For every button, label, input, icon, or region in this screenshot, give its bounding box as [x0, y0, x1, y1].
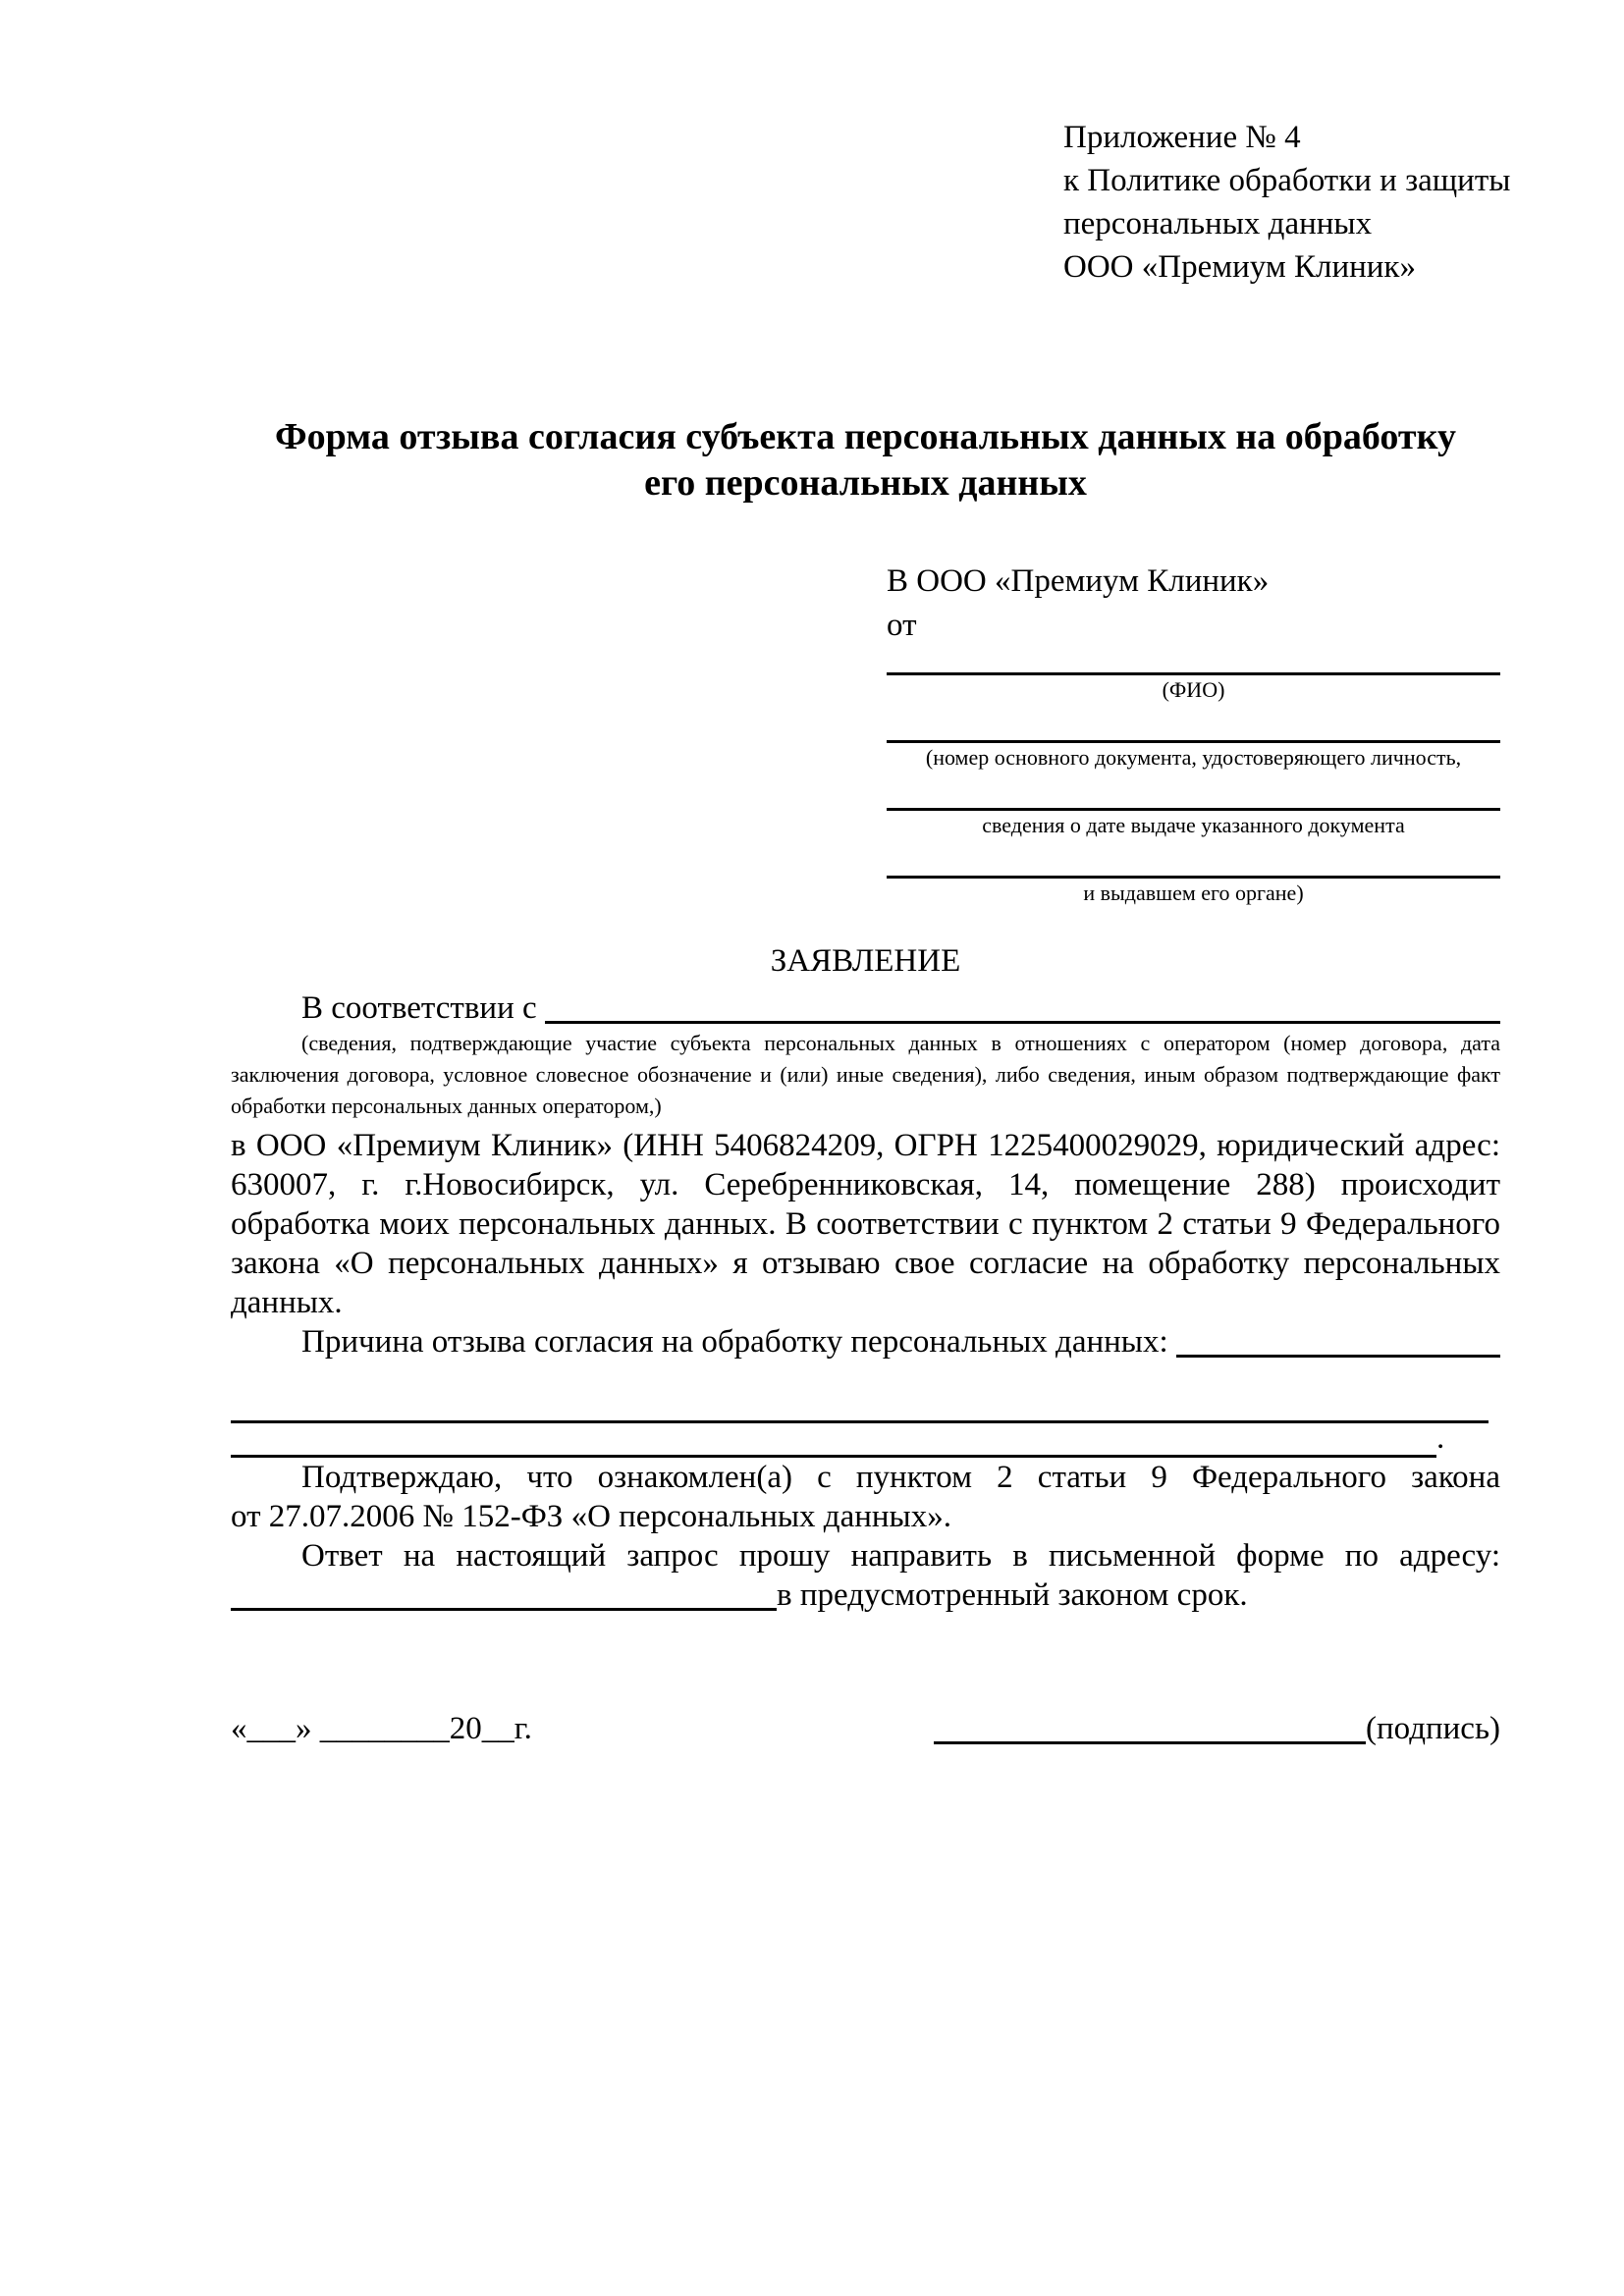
identity-document-number-caption: (номер основного документа, удостоверяющего личность,	[925, 745, 1462, 770]
confirmation-paragraph	[231, 1458, 1500, 1536]
basis-row	[231, 988, 1500, 1028]
reason-blank-line	[1176, 1354, 1500, 1358]
signature-caption: (подпись)	[1366, 1711, 1500, 1746]
issuing-authority-blank-line	[887, 840, 1500, 879]
identity-document-number-blank-line	[887, 705, 1500, 743]
basis-prefix: В соответствии с	[301, 990, 537, 1026]
fio-blank-line	[887, 645, 1500, 675]
reason-prefix: Причина отзыва согласия на обработку персональных данных:	[301, 1324, 1168, 1360]
appendix-header-line: ООО «Премиум Клиник»	[1063, 249, 1416, 285]
date-blank: «___» ________20__г.	[231, 1711, 532, 1746]
reply-address-row	[231, 1575, 1500, 1615]
appendix-header-line: к Политике обработки и защиты	[1063, 163, 1511, 198]
document-title	[231, 414, 1500, 507]
reply-paragraph	[231, 1536, 1500, 1615]
statement-body	[231, 1126, 1500, 1322]
reason-blank-line-3-row	[231, 1420, 1500, 1458]
reply-line: Ответ на настоящий запрос прошу направить в письменной форме по адресу:	[301, 1538, 1500, 1574]
statement-body-line: закона «О персональных данных» я отзываю свое согласие на обработку персональных	[231, 1246, 1500, 1281]
confirmation-line: Подтверждаю, что ознакомлен(а) с пунктом 2 статьи 9 Федерального закона	[301, 1460, 1500, 1495]
signature-blank-line	[934, 1740, 1366, 1744]
addressee-to: В ООО «Премиум Клиник»	[887, 563, 1270, 599]
appendix-header	[1063, 116, 1511, 289]
reason-row	[231, 1322, 1500, 1362]
statement-body-line: в ООО «Премиум Клиник» (ИНН 5406824209, ОГРН 1225400029029, юридический адрес:	[231, 1128, 1500, 1163]
date-signature-row	[231, 1709, 1500, 1748]
confirmation-line: от 27.07.2006 № 152-ФЗ «О персональных данных».	[231, 1499, 951, 1534]
address-blank-line	[231, 1607, 777, 1611]
basis-blank-line	[545, 1020, 1500, 1024]
appendix-header-line: персональных данных	[1063, 206, 1373, 241]
document-title-line: Форма отзыва согласия субъекта персональных данных на обработку	[275, 416, 1456, 457]
reply-line-suffix: в предусмотренный законом срок.	[777, 1577, 1248, 1613]
document-title-line: его персональных данных	[644, 462, 1087, 504]
addressee-from-label: от	[887, 608, 917, 643]
reason-period: .	[1436, 1420, 1445, 1456]
basis-footnote	[231, 1028, 1500, 1122]
issue-date-caption: сведения о дате выдаче указанного документа	[982, 813, 1405, 837]
addressee-block	[887, 561, 1500, 908]
fio-caption: (ФИО)	[1162, 677, 1225, 702]
basis-footnote-line: (сведения, подтверждающие участие субъекта персональных данных в отношениях с оператором (номер договора, дата	[301, 1031, 1500, 1055]
basis-footnote-line: обработки персональных данных оператором,)	[231, 1094, 662, 1118]
statement-body-line: 630007, г. г.Новосибирск, ул. Серебренниковская, 14, помещение 288) происходит	[231, 1167, 1500, 1202]
statement-heading: ЗАЯВЛЕНИЕ	[770, 943, 961, 979]
basis-footnote-line: заключения договора, условное словесное обозначение и (или) иные сведения), либо сведения, иным образом подтверждающие факт	[231, 1062, 1500, 1087]
issue-date-blank-line	[887, 773, 1500, 811]
issuing-authority-caption: и выдавшем его органе)	[1083, 881, 1304, 905]
reason-blank-line-2	[231, 1405, 1489, 1423]
statement-body-line: обработка моих персональных данных. В соответствии с пунктом 2 статьи 9 Федерального	[231, 1206, 1500, 1242]
statement-body-line: данных.	[231, 1285, 343, 1320]
appendix-header-line: Приложение № 4	[1063, 120, 1301, 155]
signature-block	[934, 1709, 1500, 1748]
